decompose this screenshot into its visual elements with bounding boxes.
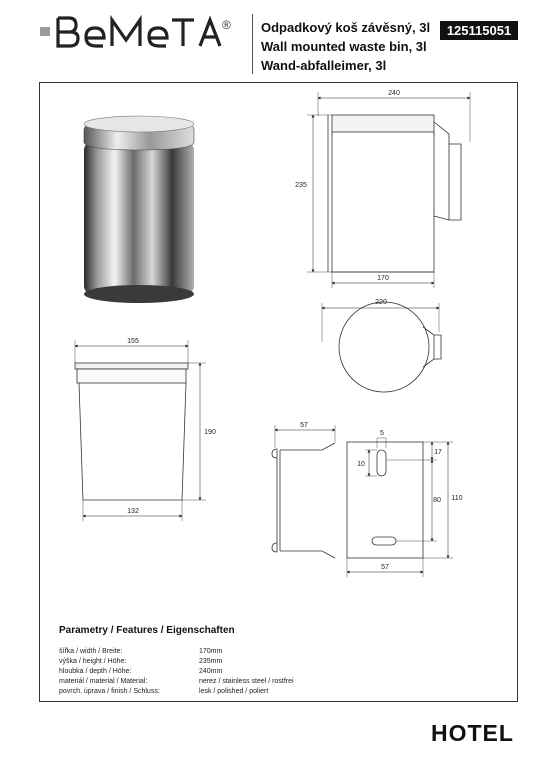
title-en: Wall mounted waste bin, 3l xyxy=(261,39,427,54)
spec-value-height: 235mm xyxy=(199,658,223,665)
dim-side-body-width: 170 xyxy=(377,275,389,282)
brand-logo-wordmark xyxy=(54,14,224,50)
spec-label-finish: povrch. úprava / finish / Schluss: xyxy=(59,688,160,695)
spec-value-width: 170mm xyxy=(199,648,223,655)
dim-slot-spacing: 80 xyxy=(433,497,441,504)
product-code-badge: 125115051 xyxy=(440,21,518,40)
technical-drawing xyxy=(39,82,518,702)
dim-plate-height: 110 xyxy=(451,495,463,502)
front-view xyxy=(75,340,206,521)
title-cz: Odpadkový koš závěsný, 3l xyxy=(261,20,431,35)
dim-bracket-depth: 57 xyxy=(300,422,308,429)
dim-top-width: 220 xyxy=(375,299,387,306)
brand-logo xyxy=(54,14,224,58)
registered-mark: ® xyxy=(222,18,231,32)
dim-side-width: 240 xyxy=(388,90,400,97)
product-photo xyxy=(84,116,194,303)
footer-hotel-label: HOTEL xyxy=(431,720,514,746)
title-de: Wand-abfalleimer, 3l xyxy=(261,58,387,73)
dim-front-top-width: 155 xyxy=(127,338,139,345)
spec-value-finish: lesk / polished / poliert xyxy=(199,688,269,695)
dim-slot-offset-top: 17 xyxy=(434,449,442,456)
header-divider xyxy=(252,14,253,74)
features-heading: Parametry / Features / Eigenschaften xyxy=(59,625,235,636)
bracket-profile xyxy=(272,425,335,558)
spec-label-depth: hloubka / depth / Höhe: xyxy=(59,668,132,675)
dim-plate-width: 57 xyxy=(381,564,389,571)
dim-slot-width: 5 xyxy=(380,430,384,437)
dim-slot-height: 10 xyxy=(357,461,365,468)
dim-front-bottom-width: 132 xyxy=(127,508,139,515)
dim-side-height: 235 xyxy=(295,182,307,189)
logo-square xyxy=(40,27,50,36)
side-view xyxy=(307,92,470,288)
spec-label-width: šířka / width / Breite: xyxy=(59,648,123,655)
wall-plate xyxy=(347,438,453,577)
spec-value-depth: 240mm xyxy=(199,668,223,675)
top-view xyxy=(322,302,441,392)
spec-value-material: nerez / stainless steel / rostfrei xyxy=(199,678,294,685)
spec-label-material: materiál / material / Material: xyxy=(59,678,148,685)
spec-label-height: výška / height / Höhe: xyxy=(59,658,127,665)
dim-front-height: 190 xyxy=(204,429,216,436)
